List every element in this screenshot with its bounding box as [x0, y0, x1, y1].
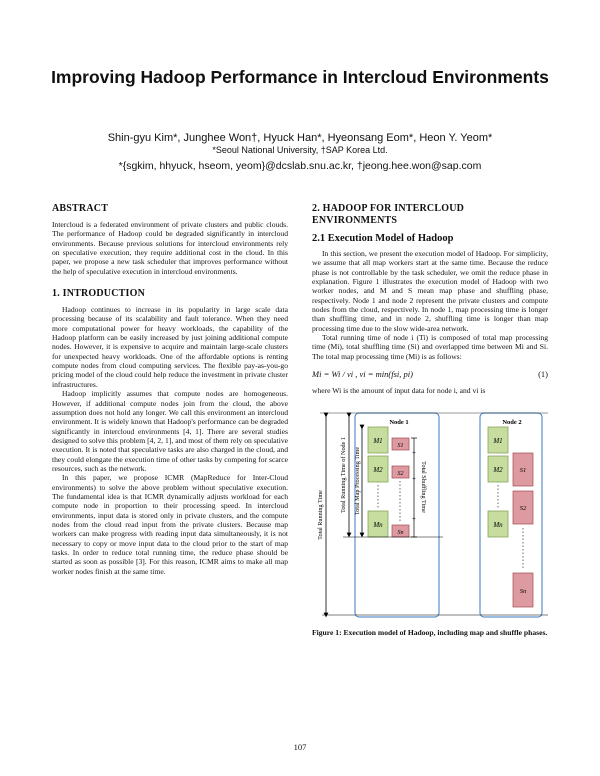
node2-sn-label: Sn	[519, 588, 527, 596]
author-emails: *{sgkim, hhyuck, hseom, yeom}@dcslab.snu.ac.kr, †jeong.hee.won@sap.com	[118, 160, 482, 172]
plus-sign: +	[412, 477, 416, 484]
equation-body: Mi = Wi / vi , vi = min(fsi, pi)	[312, 369, 413, 380]
introduction-heading: 1. INTRODUCTION	[52, 288, 146, 300]
node1-s2-label: S2	[397, 471, 404, 478]
node2-s2-label: S2	[519, 505, 527, 513]
intro-paragraph-1: Hadoop continues to increase in its popularity in large scale data processing because of its scalability and fault tolerance. When they need more computational power for heavy workloads, the capability of the Hadoop platform can be easily increased by just joining additional compute nodes. However, it is expensive to acquire and maintain large-scale clusters for unexpected heavy workloads. One of the affordable options is renting compute nodes from cloud computing services. The flexible pay-as-you-go pricing model of the cloud could help reduce the investment in private cluster infrastructures.	[52, 305, 288, 389]
plus-sign: +	[412, 517, 416, 524]
section2-paragraph-1: In this section, we present the execution model of Hadoop. For simplicity, we assume that all map workers start at the same time. Because the reduce phase is not controllable by the task scheduler, we omit the reduce phase in explanation. Figure 1 illustrates the execution model of Hadoop with two worker nodes, and M and S mean map phase and shuffling phase, respectively. Node 1 and node 2 represent the private clusters and compute nodes from the cloud, respectively. In node 1, map processing time is longer than shuffling time, and in node 2, shuffling time is longer than map processing time due to the slow wide-area network.	[312, 249, 548, 333]
node1-mn-label: Mn	[373, 521, 383, 530]
section2-paragraph-3: where Wi is the amount of input data for node i, and vi is	[312, 386, 486, 396]
paper-title: Improving Hadoop Performance in Intercloud Environments	[51, 67, 549, 87]
intro-paragraph-2: Hadoop implicitly assumes that compute nodes are homogeneous. However, if additional compute nodes join from the cloud, the above assumption does not hold any longer. We call this environment an intercloud environment. It is widely known that Hadoop's performance can be degraded significantly in intercloud environments [4, 1]. There are several studies designed to solve this problem [4, 2, 1], and most of them rely on speculative execution. It is noted that speculative tasks are also charged in the cloud, and they could elongate the execution time of other tasks by competing for scarce resources, such as the network.	[52, 389, 288, 473]
intro-paragraph-3: In this paper, we propose ICMR (MapReduce for Inter-Cloud environments) to solve the above problem without speculative execution. The fundamental idea is that ICMR dynamically adjusts workload for each compute node in proportion to their processing speed. In intercloud environments, input data is stored only in private clusters, and the compute nodes from the cloud read input from the private clusters. Because map workers can make progress with reading input data simultaneously, it is not necessary to copy or move input data to the cloud prior to the start of map tasks. In order to reduce total running time, the reduce phase should be started as soon as possible [3]. For this reason, ICMR aims to make all map worker nodes finish at the same time.	[52, 473, 288, 576]
node2-mn-label: Mn	[493, 521, 503, 530]
right-column	[312, 203, 548, 638]
node1-s1-label: S1	[397, 443, 404, 450]
node2-m2-label: M2	[493, 466, 503, 475]
figure-1	[312, 401, 548, 625]
affiliations: *Seoul National University, †SAP Korea Ltd.	[212, 145, 388, 155]
equation-number: (1)	[538, 369, 548, 380]
total-map-processing-time-label: Total Map Processing Time	[354, 447, 361, 516]
total-running-time-label: Total Running Time	[317, 490, 324, 541]
node2-m1-label: M1	[493, 437, 503, 446]
section2-heading: 2. HADOOP FOR INTERCLOUD ENVIRONMENTS	[312, 203, 465, 226]
node2-s1-label: S1	[519, 467, 527, 475]
section2-1-heading: 2.1 Execution Model of Hadoop	[312, 233, 454, 244]
node1-sn-label: Sn	[397, 530, 404, 537]
total-running-time-node1-label: Total Running Time of Node 1	[340, 437, 347, 514]
abstract-text: Intercloud is a federated environment of private clusters and public clouds. The performance of Hadoop could be degraded significantly in intercloud environments. Because previous solutions for intercloud environments rely on speculative execution, they require additional cost in the cloud. In this paper, we propose a new task scheduler that improves performance without the help of speculative execution in intercloud environments.	[52, 220, 288, 276]
section2-paragraph-2: Total running time of node i (Ti) is composed of total map processing time (Mi), total shuffling time (Si) and overlapped time between Mi and Si. The total map processing time (Mi) is as follows:	[312, 333, 548, 361]
node1-label: Node 1	[389, 419, 409, 427]
node2-label: Node 2	[502, 419, 522, 427]
figure-1-caption: Figure 1: Execution model of Hadoop, including map and shuffle phases.	[312, 628, 548, 638]
authors: Shin-gyu Kim*, Junghee Won†, Hyuck Han*, Hyeonsang Eom*, Heon Y. Yeom*	[107, 132, 493, 144]
left-column	[52, 203, 288, 576]
page-number: 107	[293, 742, 307, 752]
execution-model-diagram	[312, 401, 548, 625]
plus-sign: +	[412, 451, 416, 458]
node1-m1-label: M1	[373, 437, 383, 446]
total-shuffling-time-label: Total Shuffling Time	[420, 461, 427, 514]
abstract-heading: ABSTRACT	[52, 203, 109, 214]
node1-m2-label: M2	[373, 466, 383, 475]
equation-1	[312, 369, 548, 380]
